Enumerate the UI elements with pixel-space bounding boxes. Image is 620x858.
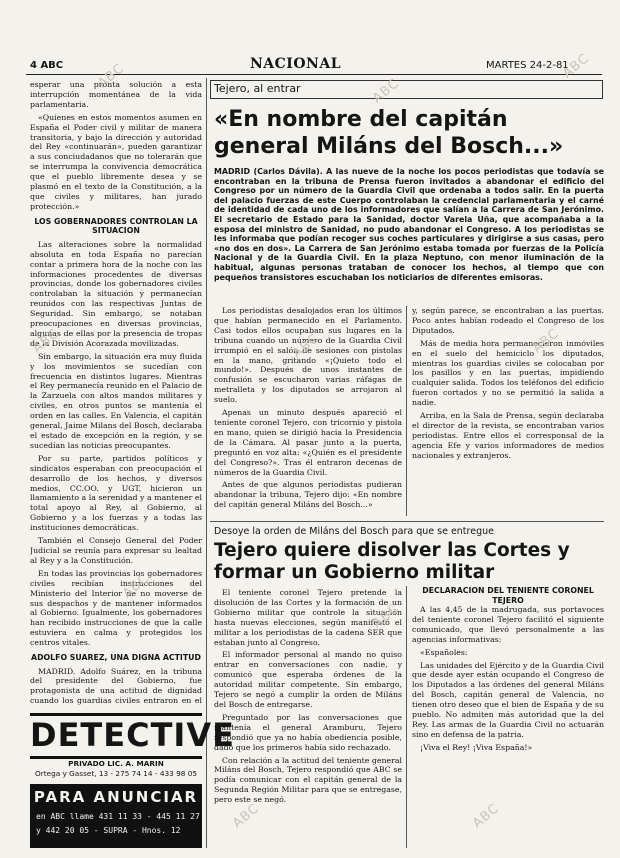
page-number: 4 ABC xyxy=(30,60,64,71)
article-separator xyxy=(210,521,604,522)
watermark-text: ABC xyxy=(290,330,323,362)
body-paragraph: MADRID. Adolfo Suárez, en la tribuna del presidente del Gobierno, fue protagonista de una actitud de dignidad cuando los guardias civiles entraron en el xyxy=(30,666,202,705)
body-paragraph: Arriba, en la Sala de Prensa, según declaraba el director de la revista, se encontraban varios periodistas. Entre ellos el corresponsal de la agencia Efe y varios informadores de medios nacionales y extranjeros. xyxy=(412,411,604,460)
body-paragraph: «Españoles: xyxy=(420,647,468,657)
detective-ad-subtitle: PRIVADO LIC. A. MARIN xyxy=(68,759,164,768)
body-paragraph: Por su parte, partidos políticos y sindicatos esperaban con preocupación el desarrollo de los hechos, y diversos medios, CC.OO. y UGT, hicieron un llamamiento a la serenidad y a mantener el total apoyo al Rey, al Gobierno, al Gobierno y a los fuerzas y a todas las instituciones democráticas. xyxy=(30,453,202,533)
article2-column-b xyxy=(412,586,604,848)
body-paragraph: Los periodistas desalojados eran los últimos que habían permanecido en el Parlamento. Casi todos ellos ocupaban sus lugares en la tribuna cuando un número de la Guardia Civil irrumpió en el salón de sesiones con pistolas en la mano, gritando «¡Quieto todo el mundo!». Después de unos instantes de confusión se escucharon varias ráfagas de metralleta y los diputados se arrojaron al suelo. xyxy=(214,306,402,405)
body-paragraph: Más de media hora permanecieron inmóviles en el suelo del hemiciclo los diputados, mientras los guardias civiles se colocaban por los pasillos y en las puertas, impidiendo cualquier salida. Todos los teléfonos del edificio fueron cortados y no se permitió la salida a nadie. xyxy=(412,338,604,408)
watermark-text: ABC xyxy=(530,325,563,357)
body-paragraph: Sin embargo, la situación era muy fluida y los movimientos se sucedían con frecuencia en distintos lugares. Mientras el Rey permanecía reunido en el Palacio de la Zarzuela con altos mandos militares y civiles, en otros puntos se mantenía el orden en las calles. En Valencia, el capitán general, Jaime Milans del Bosch, declaraba el estado de excepción en la región, y se sucedían las noticias preocupantes. xyxy=(30,351,202,450)
body-paragraph: Antes de que algunos periodistas pudieran abandonar la tribuna, Tejero dijo: «En nombre del capitán general Miláns del Bosch...» xyxy=(214,480,402,510)
article1-lead: MADRID (Carlos Dávila). A las nueve de la noche los pocos periodistas que todavía se encontraban en la tribuna de Prensa fueron invitados a abandonar el edificio del Congreso por un número de la Guardia Civil que ordenaba a todos salir. En la puerta del palacio fuerzas de este Cuerpo controlaban la credencial parlamentaria y el carné de identidad de cada uno de los informadores que salían a la Carrera de San Jerónimo. El secretario de Estado para la Sanidad, doctor Varela Uña, que acompañaba a la esposa del ministro de Sanidad, no pudo abandonar el Congreso. A los periodistas se les informaba que podían recoger sus coches particulares y dirigirse a sus casas, pero «no dos en dos». La Carrera de San Jerónimo estaba tomada por fuerzas de la Policía Nacional y de la Guardia Civil. En la plaza Neptuno, con menor iluminación de la habitual, algunas personas trataban de conocer los hechos, al tiempo que con pequeños transistores escuchaban los noticiarios de diferentes emisoras. xyxy=(214,167,604,282)
watermark-text: ABC xyxy=(95,60,128,92)
column-divider xyxy=(406,306,407,516)
section-title: NACIONAL xyxy=(250,56,342,72)
body-paragraph: A las 4,45 de la madrugada, sus portavoces del teniente coronel Tejero facilitó el siguiente comunicado, que llevó personalmente a las agencias informativas: xyxy=(412,605,604,644)
article1-kicker: Tejero, al entrar xyxy=(214,82,301,95)
watermark-text: ABC xyxy=(560,50,593,82)
column-divider xyxy=(406,586,407,848)
left-column xyxy=(30,80,202,705)
body-paragraph: Las unidades del Ejército y de la Guardia Civil que desde ayer están ocupando el Congreso de los Diputados a las órdenes del general Miláns del Bosch, capitán general de Valencia, no tienen otro deseo que el bien de España y de su pueblo. No admiten más autoridad que la del Rey. Las armas de la Guardia Civil no actuarán sino en defensa de la patria. xyxy=(412,660,604,739)
advertise-ad-line: en ABC llame 431 11 33 - 445 11 27 xyxy=(36,812,200,821)
watermark-text: ABC xyxy=(370,75,403,107)
watermark-text: ABC xyxy=(30,325,63,357)
detective-ad-phone: Ortega y Gasset, 13 - 275 74 14 - 433 98 05 xyxy=(35,769,197,778)
body-paragraph: Apenas un minuto después apareció el teniente coronel Tejero, con tricornio y pistola en mano, quien se dirigió hacia la Presidencia de la Cámara. Al pasar junto a la puerta, preguntó en voz alta: «¿Quién es el presidente del Congreso?». Tras él entraron decenas de números de la Guardia Civil. xyxy=(214,408,402,477)
article2-kicker: Desoye la orden de Miláns del Bosch para que se entregue xyxy=(214,526,494,537)
body-paragraph: ¡Viva el Rey! ¡Viva España!» xyxy=(420,742,533,752)
intro-paragraph: esperar una pronta solución a esta interrupción momentánea de la vida parlamentaria. xyxy=(30,80,202,109)
article1-headline: «En nombre del capitán general Miláns del Bosch...» xyxy=(214,107,564,159)
declaration-heading: DECLARACION DEL TENIENTE CORONEL TEJERO xyxy=(422,586,594,605)
watermark-text: ABC xyxy=(120,570,153,602)
body-paragraph: Con relación a la actitud del teniente general Miláns del Bosch, Tejero respondió que ABC se podía comunicar con el capitán general de la Segunda Región Militar para que se entregase, pero este se negó. xyxy=(214,755,402,805)
detective-ad-title: DETECTIVE xyxy=(30,713,202,759)
body-paragraph: El informador personal al mando no quiso entrar en conversaciones con nadie, y comunicó que esperaba órdenes de la autoridad militar competente. Sin embargo, Tejero se negó a cumplir la orden de Miláns del Bosch de entregarse. xyxy=(214,650,402,709)
watermark-text: ABC xyxy=(470,800,503,832)
body-paragraph: Las alteraciones sobre la normalidad absoluta en toda España no parecían contar a primera hora de la noche con las informaciones procedentes de diversas provincias, donde los gobernadores civiles controlaban la situación y permanecían reunidos con las respectivas Juntas de Seguridad. Sin embargo, se notaban preocupaciones en diversas provincias, algunas de ellas por la presencia de tropas de la División Acorazada movilizadas. xyxy=(30,239,202,348)
article2-headline: Tejero quiere disolver las Cortes y formar un Gobierno militar xyxy=(214,540,570,583)
watermark-text: ABC xyxy=(370,600,403,632)
subhead-suarez: ADOLFO SUAREZ, UNA DIGNA ACTITUD xyxy=(31,653,201,663)
advertise-ad-title: PARA ANUNCIAR xyxy=(33,788,199,806)
subhead-gobernadores: LOS GOBERNADORES CONTROLAN LA SITUACION xyxy=(34,216,198,236)
body-paragraph: También el Consejo General del Poder Judicial se reunía para expresar su lealtad al Rey y a la Constitución. xyxy=(30,536,202,565)
watermark-text: ABC xyxy=(230,800,263,832)
body-paragraph: En todas las provincias los gobernadores civiles recibían instrucciones del Ministerio del Interior de no moverse de sus despachos y de mantener informados al Gobierno. Igualmente, los gobernadores han recibido instrucciones de que la calle estuviera en calma y protegidos los centros vitales. xyxy=(30,568,202,648)
intro-paragraph: «Quienes en estos momentos asumen en España el Poder civil y militar de manera transitoria, y bajo la dirección y autoridad del Rey «continuarán», pueden garantizar a sus conciudadanos que no tolerarán que se interrumpa la convivencia democrática que el pueblo libremente desea y se plasmó en el texto de la Constitución, a la que civiles y militares, han jurado protección.» xyxy=(30,112,202,211)
body-paragraph: Preguntado por las conversaciones que mantenía el general Aramburu, Tejero respondió que ya no había obediencia posible, dado que los primeros había sido rechazado. xyxy=(214,712,402,752)
advertise-ad-line: y 442 20 05 - SUPRA - Hnos. 12 xyxy=(36,826,181,835)
issue-date: MARTES 24-2-81 xyxy=(486,60,569,71)
article1-column-b xyxy=(412,306,604,518)
body-paragraph: y, según parece, se encontraban a las puertas. Poco antes habían rodeado el Congreso de los Diputados. xyxy=(412,306,604,335)
body-paragraph: El teniente coronel Tejero pretende la disolución de las Cortes y la formación de un Gobierno militar que controle la situación hasta nuevas elecciones, según manifestó el militar a los periodistas de la cadena SER que estaban junto al Congreso. xyxy=(214,588,402,647)
